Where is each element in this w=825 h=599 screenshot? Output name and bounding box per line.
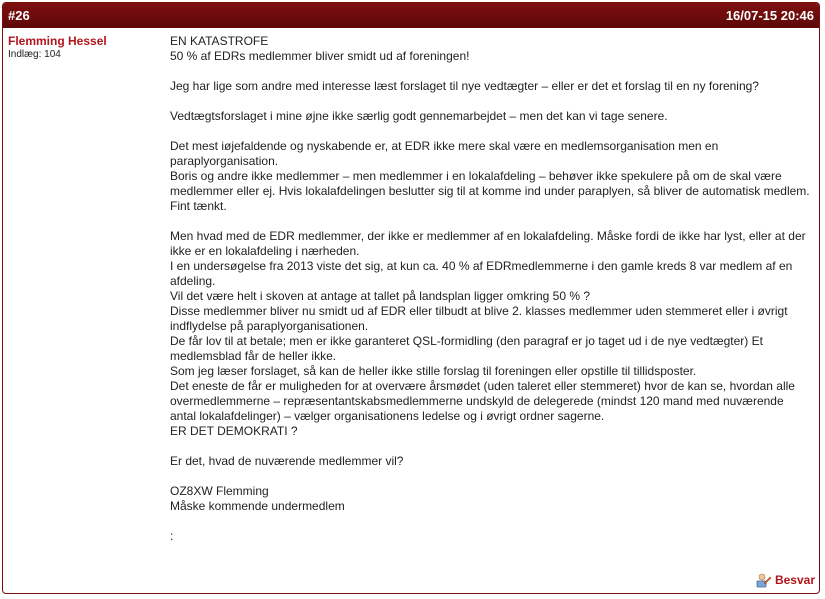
paragraph-gap bbox=[170, 469, 810, 484]
post-datetime: 16/07-15 20:46 bbox=[725, 8, 814, 23]
post-header bbox=[3, 3, 819, 28]
post-number[interactable]: #26 bbox=[8, 8, 30, 23]
forum-post bbox=[2, 2, 820, 594]
post-paragraph: 50 % af EDRs medlemmer bliver smidt ud af foreningen! bbox=[170, 49, 470, 63]
post-paragraph: Vedtægtsforslaget i mine øjne ikke særlig godt gennemarbejdet – men det kan vi tage senere. bbox=[170, 109, 668, 123]
post-paragraph: Måske kommende undermedlem bbox=[170, 499, 345, 513]
post-paragraph: Er det, hvad de nuværende medlemmer vil? bbox=[170, 454, 404, 468]
post-paragraph: Det mest iøjefaldende og nyskabende er, at EDR ikke mere skal være en medlemsorganisation men en paraplyorganisation. bbox=[170, 139, 722, 168]
post-body bbox=[3, 28, 819, 593]
post-paragraph: OZ8XW Flemming bbox=[170, 484, 269, 498]
reply-icon bbox=[756, 572, 772, 588]
post-paragraph: Disse medlemmer bliver nu smidt ud af EDR eller tilbudt at blive 2. klasses medlemmer uden stemmeret eller i øvrigt indflydelse på paraplyorganisationen. bbox=[170, 304, 791, 333]
post-paragraph: Boris og andre ikke medlemmer – men medlemmer i en lokalafdeling – behøver ikke spekulere på om de skal være medlemmer eller ej. Hvis lokalafdelingen beslutter sig til at komme ind under paraplyen, så bliver de automatisk medlem. bbox=[170, 169, 810, 198]
post-paragraph: De får lov til at betale; men er ikke garanteret QSL-formidling (den paragraf er jo taget ud i de nye vedtægter) Et medlemsblad får de heller ikke. bbox=[170, 334, 767, 363]
reply-button[interactable] bbox=[756, 572, 815, 588]
post-paragraph: I en undersøgelse fra 2013 viste det sig, at kun ca. 40 % af EDRmedlemmerne i den gamle kreds 8 var medlem af en afdeling. bbox=[170, 259, 796, 288]
post-paragraph: Det eneste de får er muligheden for at overvære årsmødet (uden taleret eller stemmeret) hvor de kan se, hvordan alle overmedlemmerne – repræsentantskabsmedlemmerne undskyld de delegerede (mindst 120 mand med nuværende antal lokalafdelinger) – vælger organisationens ledelse og i øvrigt ordner sagerne. bbox=[170, 379, 799, 423]
post-paragraph: Fint tænkt. bbox=[170, 199, 227, 213]
paragraph-gap bbox=[170, 64, 810, 79]
author-name[interactable]: Flemming Hessel bbox=[8, 34, 107, 48]
post-paragraph: Som jeg læser forslaget, så kan de heller ikke stille forslag til foreningen eller opstille til tillidsposter. bbox=[170, 364, 697, 378]
post-paragraph: EN KATASTROFE bbox=[170, 34, 269, 48]
paragraph-gap bbox=[170, 94, 810, 109]
paragraph-gap bbox=[170, 214, 810, 229]
post-author bbox=[8, 34, 158, 61]
post-content bbox=[170, 34, 810, 544]
post-paragraph: Jeg har lige som andre med interesse læst forslaget til nye vedtægter – eller er det et forslag til en ny forening? bbox=[170, 79, 759, 93]
author-post-count: Indlæg: 104 bbox=[8, 49, 61, 60]
post-paragraph: Men hvad med de EDR medlemmer, der ikke er medlemmer af en lokalafdeling. Måske fordi de ikke har lyst, eller at der ikke er en lokalafdeling i nærheden. bbox=[170, 229, 809, 258]
post-paragraph: ER DET DEMOKRATI ? bbox=[170, 424, 298, 438]
post-paragraph: Vil det være helt i skoven at antage at tallet på landsplan ligger omkring 50 % ? bbox=[170, 289, 591, 303]
paragraph-gap bbox=[170, 124, 810, 139]
post-paragraph: : bbox=[170, 529, 174, 543]
paragraph-gap bbox=[170, 439, 810, 454]
paragraph-gap bbox=[170, 514, 810, 529]
reply-label: Besvar bbox=[774, 573, 815, 587]
